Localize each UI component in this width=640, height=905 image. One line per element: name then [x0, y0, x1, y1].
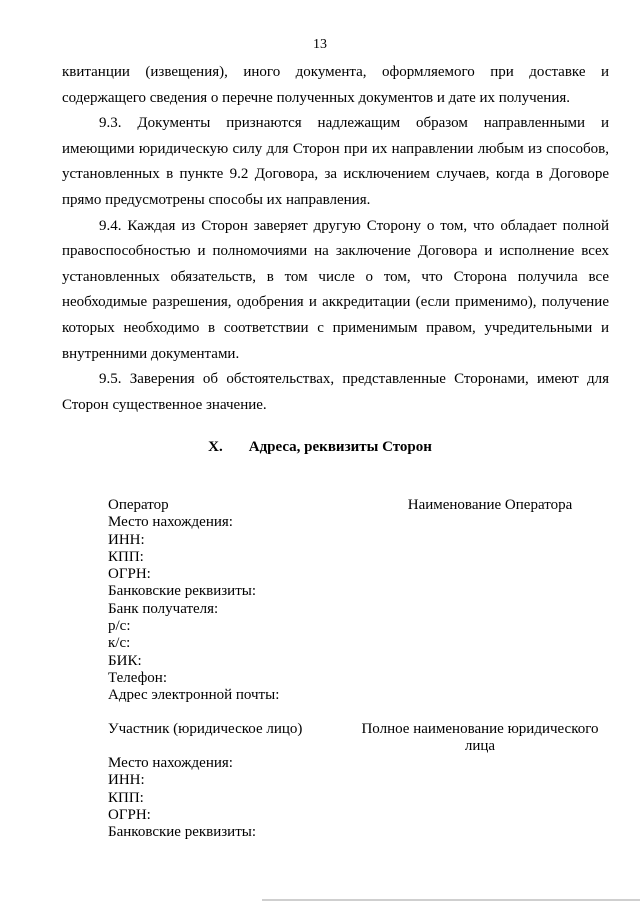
participant-name-placeholder	[356, 721, 604, 756]
participant-field: КПП:	[108, 789, 144, 806]
section-heading	[0, 439, 640, 456]
operator-field: р/с:	[108, 618, 131, 635]
participant-name-line: лица	[464, 738, 496, 755]
participant-name-line: Полное наименование юридического	[361, 721, 599, 737]
paragraph-9-4: 9.4. Каждая из Сторон заверяет другую Сторону о том, что обладает полной правоспособностью и полномочиями на заключение Договора и исполнение всех установленных обязательств, в том числе о том, что Сторона получила все необходимые разрешения, одобрения и аккредитации (если применимо), получение которых необходимо в соответствии с применимым правом, учредительными и внутренними документами.	[62, 217, 609, 362]
section-number: X.	[208, 439, 223, 455]
body-text	[62, 60, 609, 418]
operator-name-placeholder: Наименование Оператора	[407, 497, 573, 513]
participant-field: Место нахождения:	[108, 755, 233, 771]
operator-field: ИНН:	[108, 531, 145, 548]
participant-field: ОГРН:	[108, 806, 151, 823]
paragraph-9-3: 9.3. Документы признаются надлежащим образом направленными и имеющими юридическую силу для Сторон при их направлении любым из способов, установленных в пункте 9.2 Договора, за исключением случаев, когда в Договоре прямо предусмотрены способы их направления.	[62, 115, 609, 208]
operator-field: ОГРН:	[108, 566, 151, 583]
paragraph-9-5: 9.5. Заверения об обстоятельствах, представленные Сторонами, имеют для Сторон существенное значение.	[62, 371, 609, 413]
operator-field: Место нахождения:	[108, 514, 233, 531]
operator-field: Банк получателя:	[108, 600, 219, 617]
operator-field: КПП:	[108, 548, 144, 565]
participant-field: Банковские реквизиты:	[108, 824, 257, 841]
participant-field: ИНН:	[108, 772, 145, 789]
operator-field: БИК:	[108, 652, 142, 669]
participant-details	[108, 755, 256, 841]
operator-field: Банковские реквизиты:	[108, 583, 257, 600]
operator-label: Оператор	[108, 497, 169, 513]
page-number: 13	[313, 37, 327, 52]
paragraph-continuation: квитанции (извещения), иного документа, оформляемого при доставке и содержащего сведения о перечне полученных документов и дате их получения.	[62, 64, 609, 106]
operator-field: Адрес электронной почты:	[108, 687, 280, 704]
participant-label: Участник (юридическое лицо)	[108, 721, 303, 737]
operator-field: к/с:	[108, 635, 131, 652]
section-title: Адреса, реквизиты Сторон	[248, 439, 432, 455]
operator-field: Телефон:	[108, 669, 167, 686]
operator-details	[108, 497, 279, 705]
scan-edge-divider	[262, 899, 640, 901]
